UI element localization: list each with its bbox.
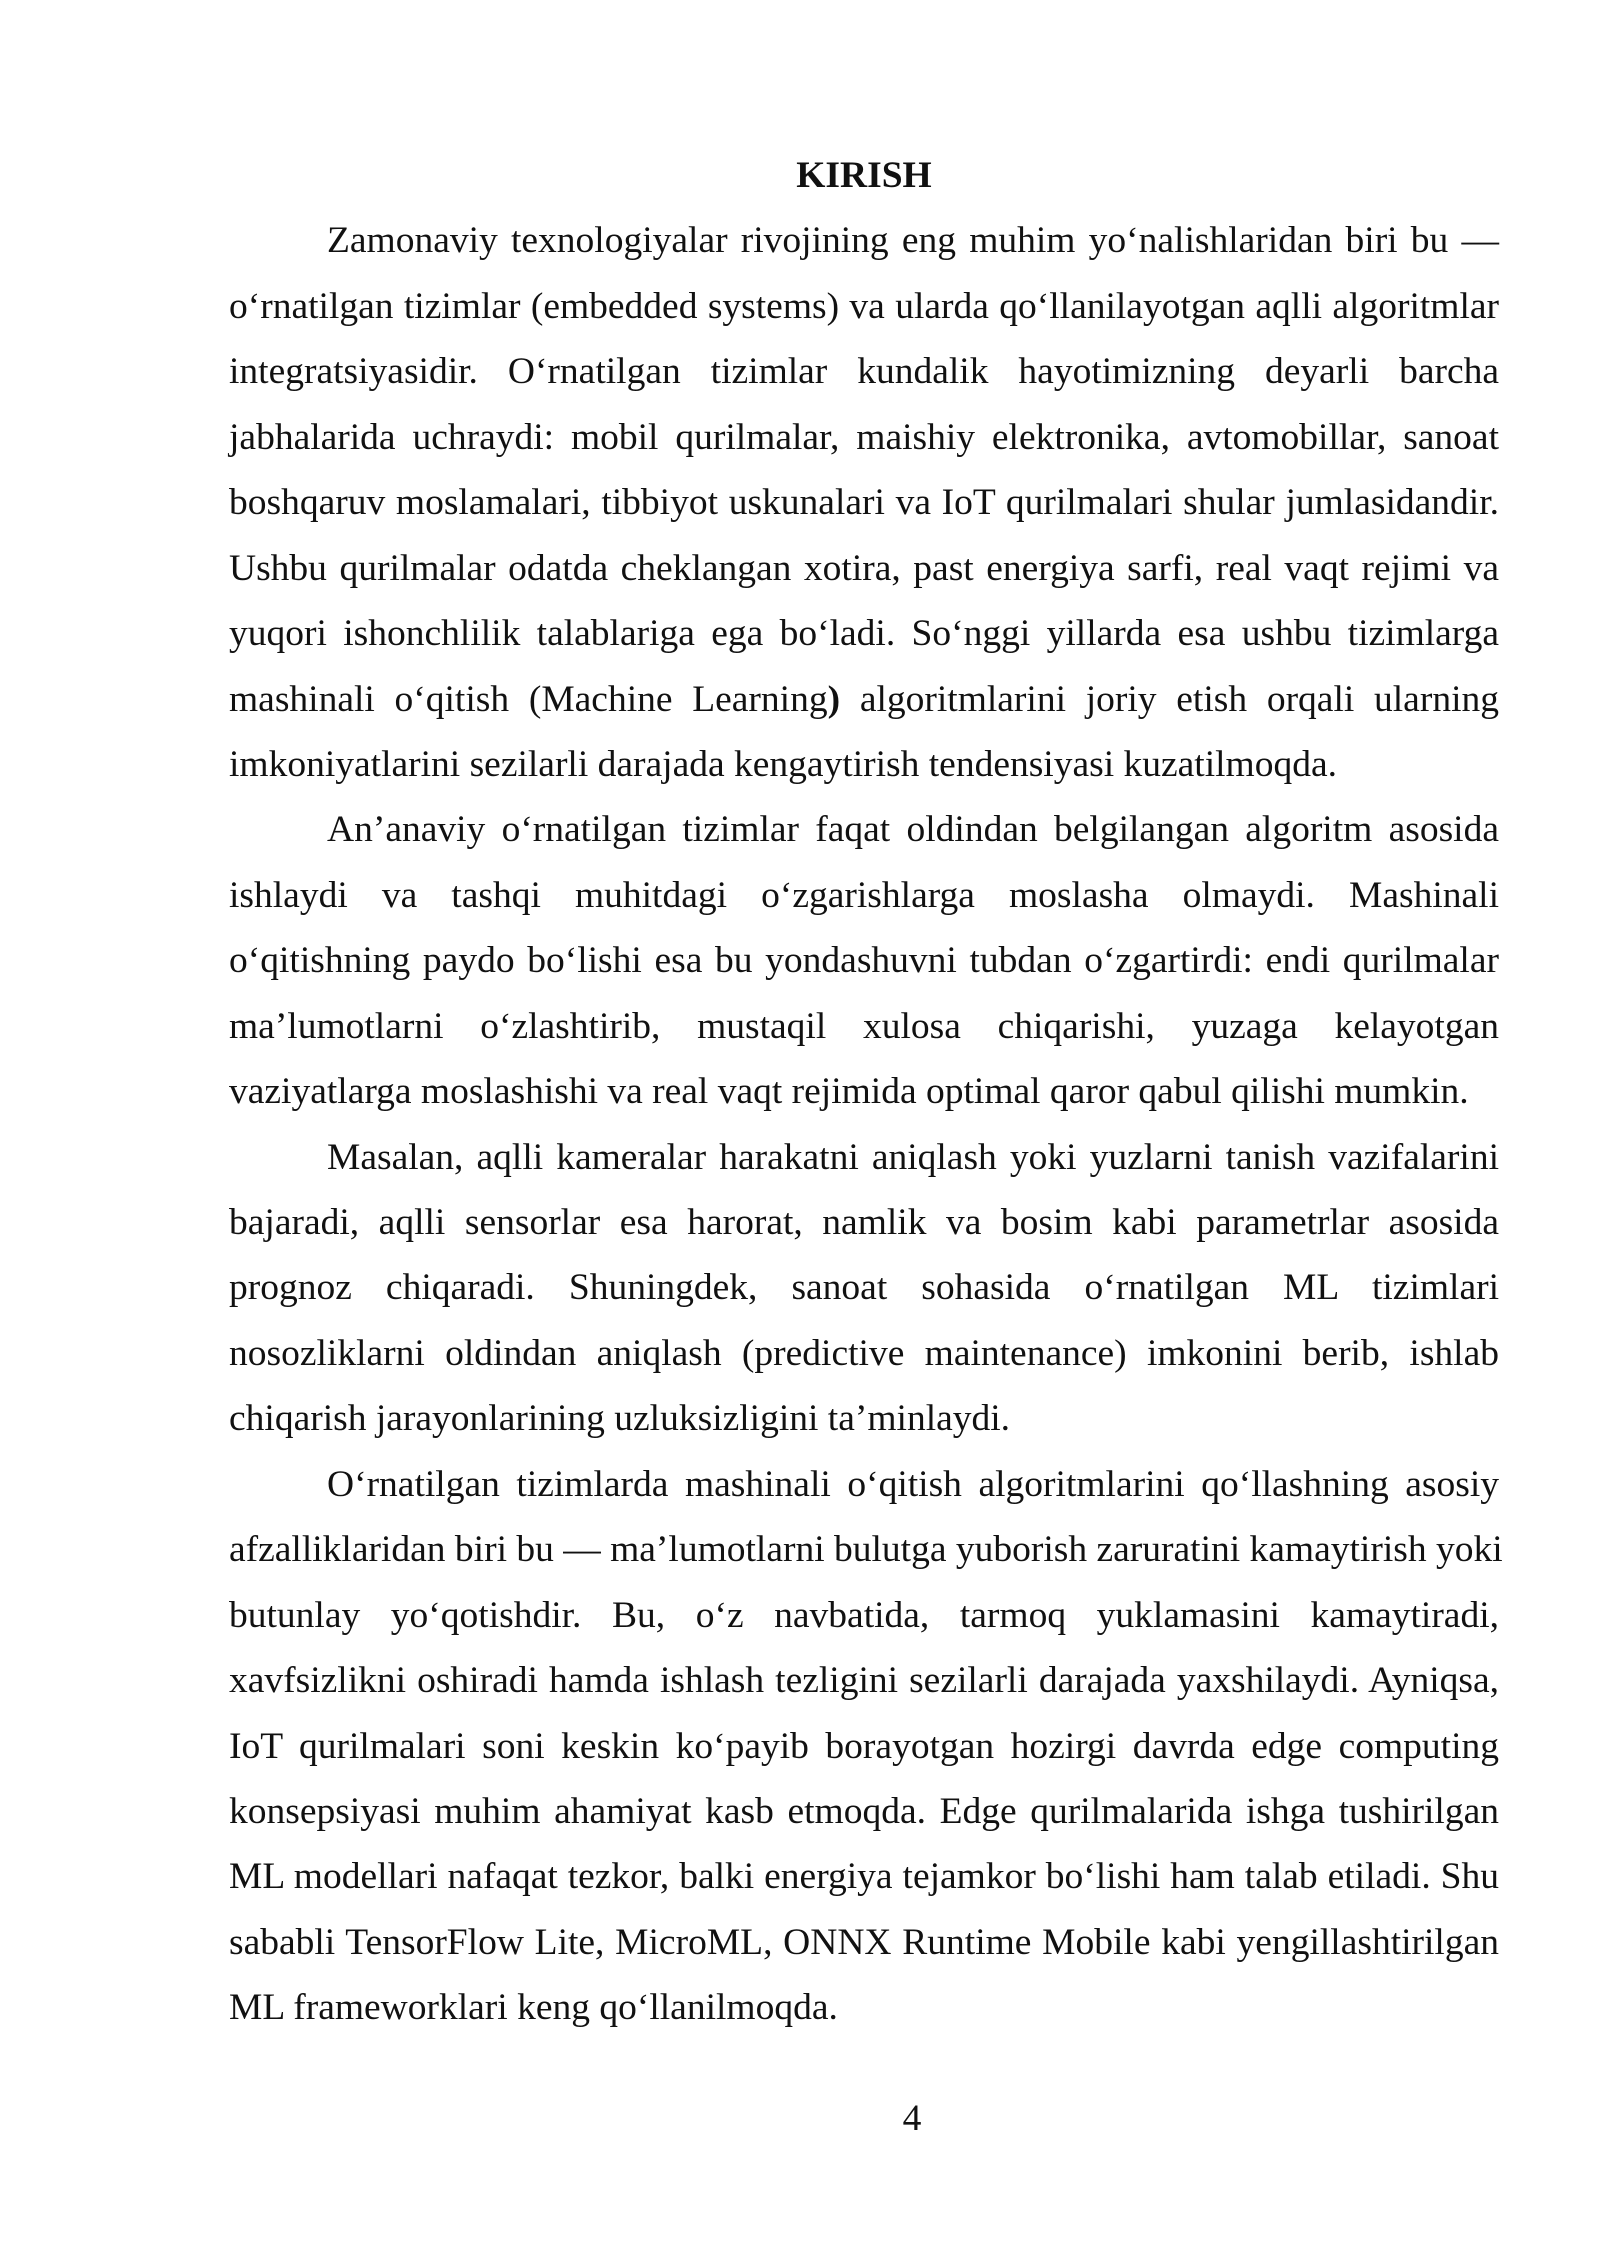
paragraph-line: IoT qurilmalari soni keskin ko‘payib borayotgan hozirgi davrda edge computing: [229, 1725, 1499, 1767]
paragraph-line: xavfsizlikni oshiradi hamda ishlash tezligini sezilarli darajada yaxshilaydi. Ayniqsa,: [229, 1660, 1499, 1702]
paragraph-line: O‘rnatilgan tizimlarda mashinali o‘qitish algoritmlarini qo‘llashning asosiy: [327, 1463, 1499, 1505]
paragraph-line: afzalliklaridan biri bu — ma’lumotlarni bulutga yuborish zaruratini kamaytirish yoki: [229, 1529, 1503, 1571]
paragraph-line: ma’lumotlarni o‘zlashtirib, mustaqil xulosa chiqarishi, yuzaga kelayotgan: [229, 1005, 1499, 1047]
paragraph-1: [229, 208, 1499, 797]
paragraph-line: o‘qitishning paydo bo‘lishi esa bu yondashuvni tubdan o‘zgartirdi: endi qurilmalar: [229, 940, 1499, 982]
paragraph-line: [229, 667, 1499, 732]
paragraph-line: Ushbu qurilmalar odatda cheklangan xotira, past energiya sarfi, real vaqt rejimi va: [229, 547, 1499, 589]
paragraph-2: [229, 797, 1499, 1124]
paragraph-line: chiqarish jarayonlarining uzluksizligini ta’minlaydi.: [229, 1398, 1011, 1440]
paragraph-line: sababli TensorFlow Lite, MicroML, ONNX Runtime Mobile kabi yengillashtirilgan: [229, 1921, 1499, 1963]
paragraph-line: boshqaruv moslamalari, tibbiyot uskunalari va IoT qurilmalari shular jumlasidandir.: [229, 482, 1499, 524]
text-segment: mashinali o‘qitish (Machine Learning: [229, 678, 828, 720]
paragraph-line: nosozliklarni oldindan aniqlash (predictive maintenance) imkonini berib, ishlab: [229, 1332, 1499, 1374]
paragraph-4: [229, 1452, 1503, 2041]
paragraph-line: yuqori ishonchlilik talablariga ega bo‘ladi. So‘nggi yillarda esa ushbu tizimlarga: [229, 613, 1499, 655]
text-segment: algoritmlarini joriy etish orqali ularning: [840, 678, 1499, 720]
paragraph-line: ML modellari nafaqat tezkor, balki energiya tejamkor bo‘lishi ham talab etiladi. Shu: [229, 1856, 1499, 1898]
paragraph-line: vaziyatlarga moslashishi va real vaqt rejimida optimal qaror qabul qilishi mumkin.: [229, 1071, 1469, 1113]
paragraph-line: Zamonaviy texnologiyalar rivojining eng muhim yo‘nalishlaridan biri bu —: [327, 220, 1499, 262]
page-body: [229, 143, 1503, 2041]
paragraph-line: prognoz chiqaradi. Shuningdek, sanoat sohasida o‘rnatilgan ML tizimlari: [229, 1267, 1499, 1309]
paragraph-line: konsepsiyasi muhim ahamiyat kasb etmoqda. Edge qurilmalarida ishga tushirilgan: [229, 1790, 1499, 1832]
page-number: 4: [902, 2098, 922, 2139]
paragraph-line: An’anaviy o‘rnatilgan tizimlar faqat oldindan belgilangan algoritm asosida: [327, 809, 1499, 851]
paragraph-line: jabhalarida uchraydi: mobil qurilmalar, maishiy elektronika, avtomobillar, sanoat: [229, 416, 1499, 458]
paragraph-line: bajaradi, aqlli sensorlar esa harorat, namlik va bosim kabi parametrlar asosida: [229, 1202, 1499, 1243]
paragraph-line: imkoniyatlarini sezilarli darajada kengaytirish tendensiyasi kuzatilmoqda.: [229, 743, 1337, 785]
bold-parenthesis: ): [827, 678, 841, 720]
paragraph-line: ML frameworklari keng qo‘llanilmoqda.: [229, 1987, 838, 2029]
section-title: KIRISH: [796, 155, 932, 196]
paragraph-line: butunlay yo‘qotishdir. Bu, o‘z navbatida, tarmoq yuklamasini kamaytiradi,: [229, 1594, 1499, 1636]
paragraph-3: [229, 1125, 1499, 1452]
paragraph-line: ishlaydi va tashqi muhitdagi o‘zgarishlarga moslasha olmaydi. Mashinali: [229, 874, 1499, 916]
paragraph-line: o‘rnatilgan tizimlar (embedded systems) va ularda qo‘llanilayotgan aqlli algoritmlar: [229, 285, 1499, 327]
paragraph-line: integratsiyasidir. O‘rnatilgan tizimlar kundalik hayotimizning deyarli barcha: [229, 351, 1499, 393]
paragraph-line: Masalan, aqlli kameralar harakatni aniqlash yoki yuzlarni tanish vazifalarini: [327, 1136, 1499, 1178]
